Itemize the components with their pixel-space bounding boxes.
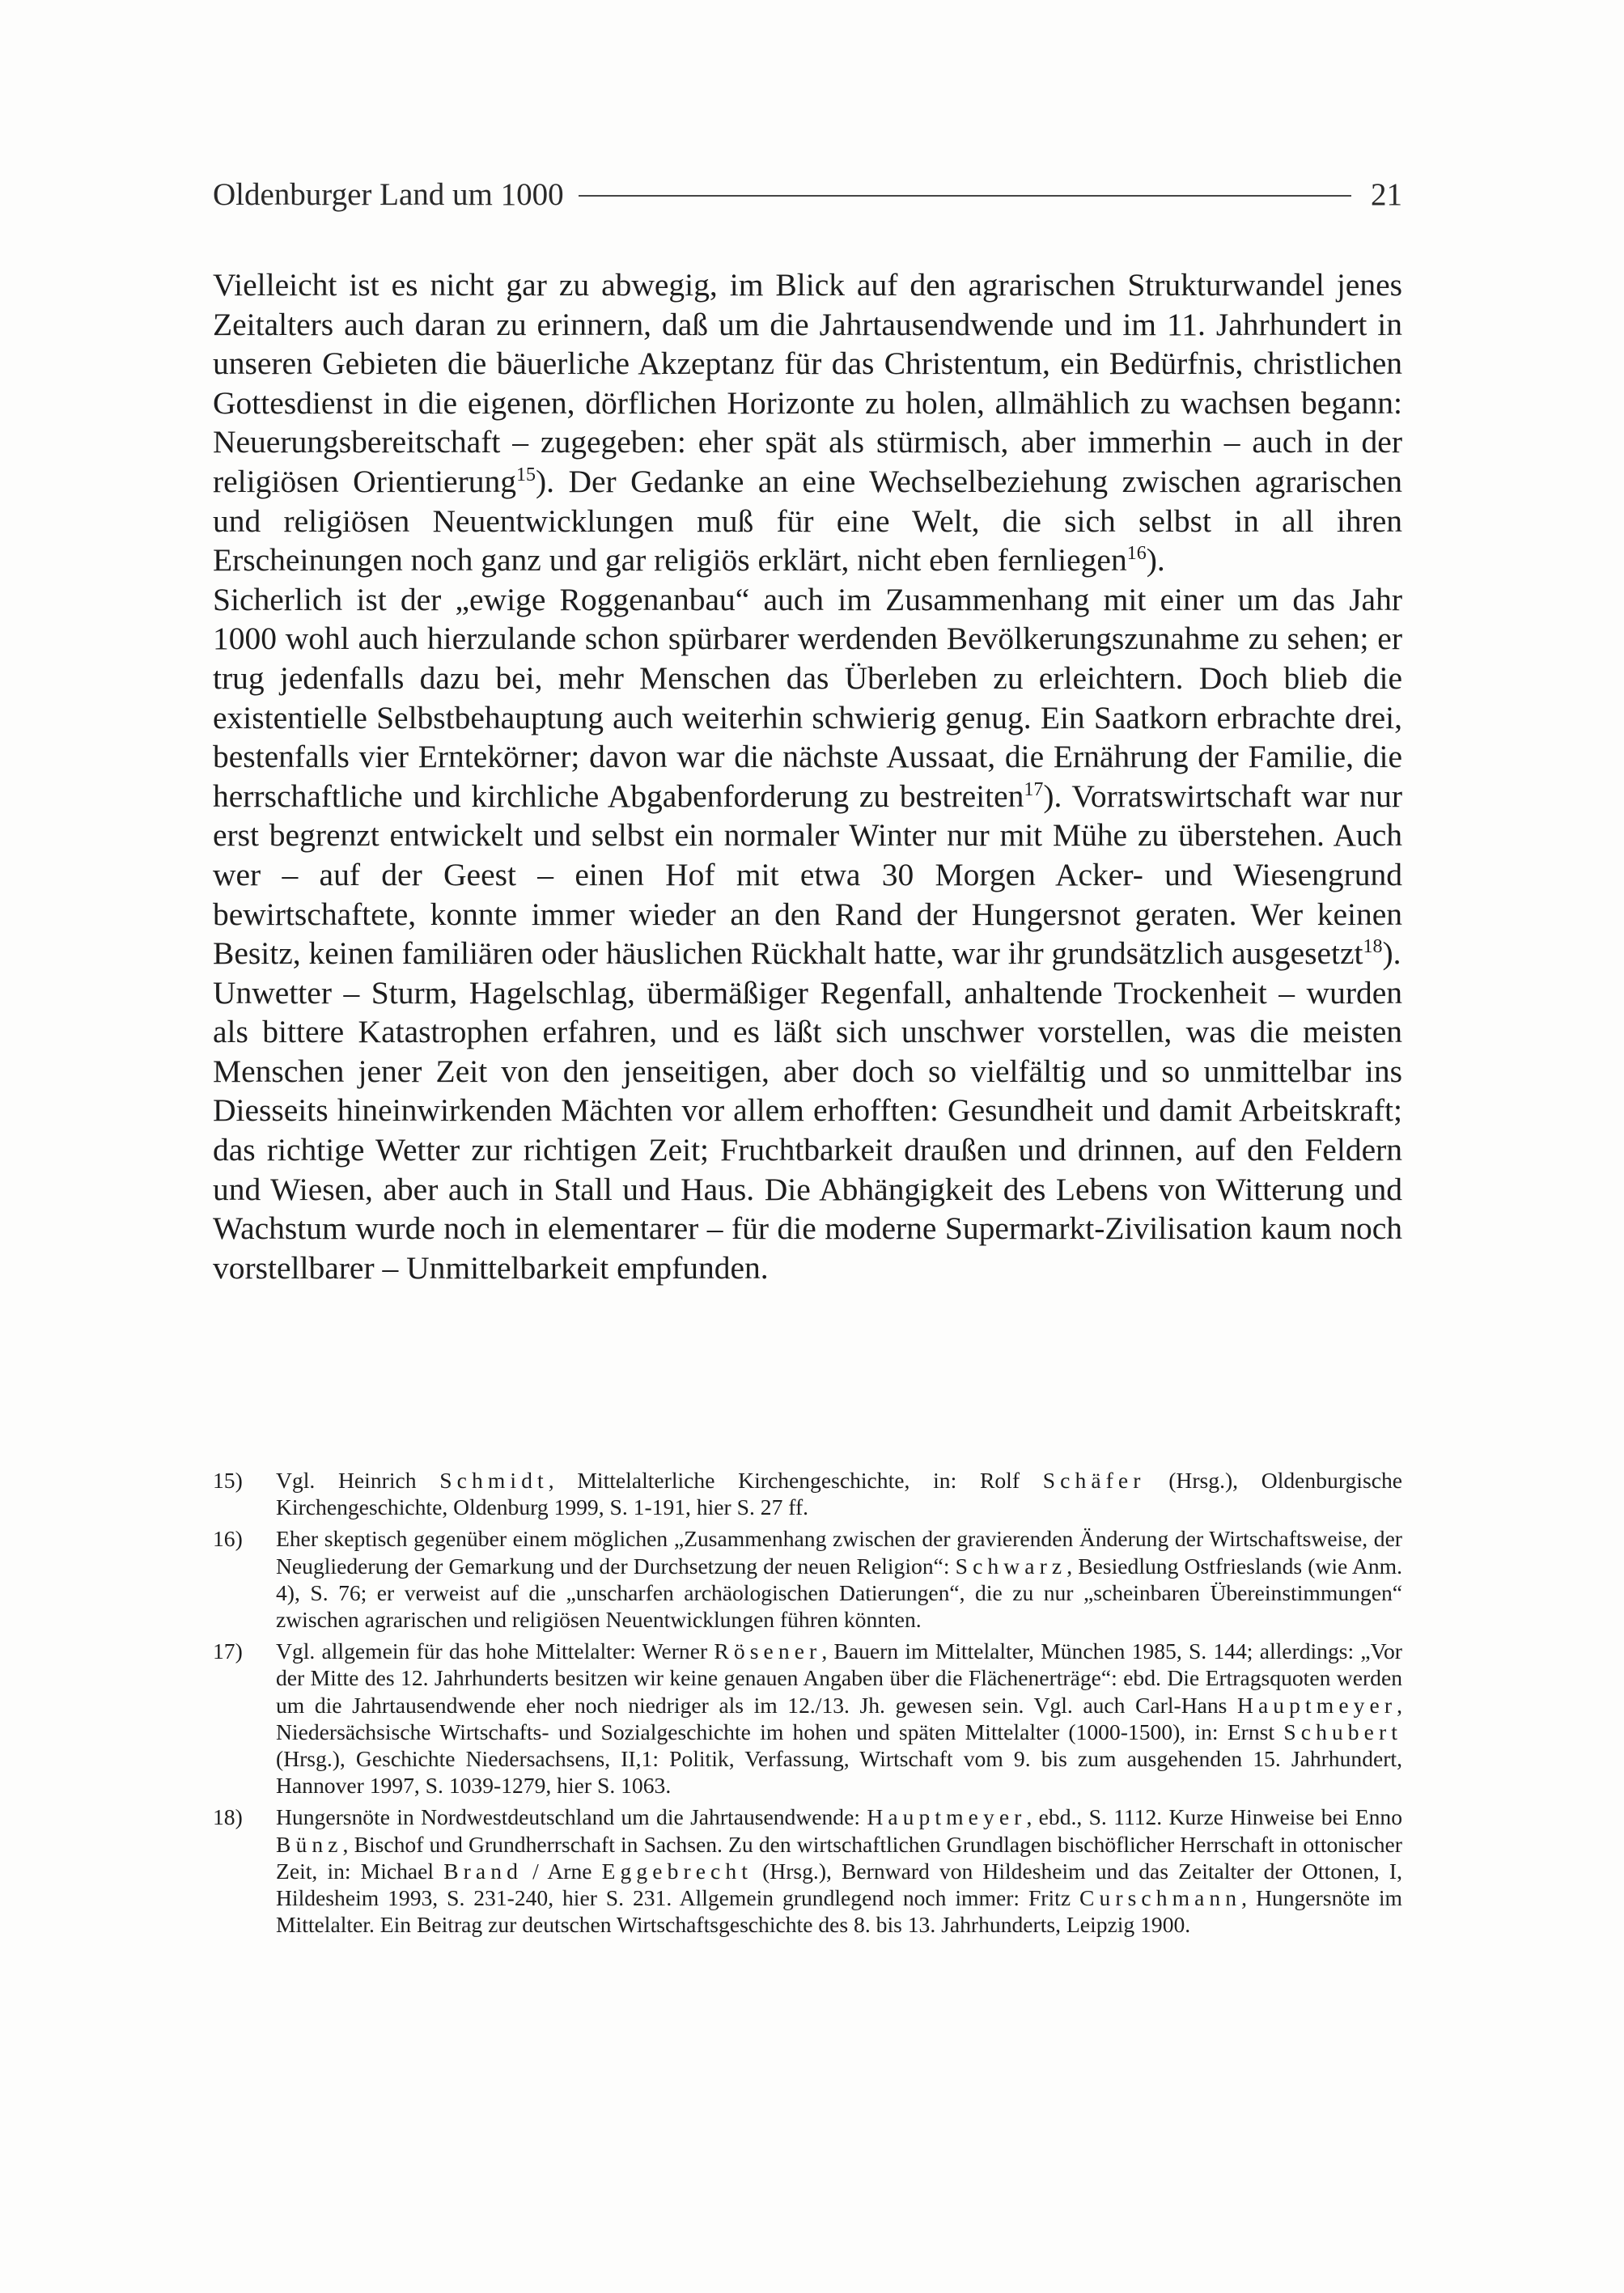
footnote-number: 18) xyxy=(213,1804,243,1830)
author-name: Schäfer xyxy=(1042,1468,1146,1493)
footnote-number: 15) xyxy=(213,1468,243,1493)
footnote-segment: , Mittelalterliche Kirchengeschichte, in: Rolf xyxy=(548,1468,1043,1493)
author-name: Hauptmeyer xyxy=(867,1804,1027,1830)
footnote-15 xyxy=(213,1467,1402,1520)
footnote-ref-15: 15 xyxy=(516,464,536,485)
footnote-number: 17) xyxy=(213,1638,243,1664)
paragraph-2-text-c: ). xyxy=(1382,935,1401,972)
footnote-segment: / Arne xyxy=(522,1858,602,1884)
author-name: Eggebrecht xyxy=(601,1858,753,1884)
footnote-segment: , Bischof und Grundherrschaft in Sachsen. Zu den wirtschaftlichen Grundlagen bischöflicher Herrschaft in ottonischer Zeit, in: Michael xyxy=(276,1831,1402,1884)
footnote-segment: (Hrsg.), Bernward von Hildesheim und das Zeitalter der Ottonen, I, Hildesheim 1993, S. 231-240, hier S. 231. Allgemein grundlegend noch immer: Fritz xyxy=(276,1858,1402,1911)
footnote-ref-18: 18 xyxy=(1363,936,1383,958)
footnote-segment: , ebd., S. 1112. Kurze Hinweise bei Enno xyxy=(1026,1804,1402,1830)
footnote-segment: , Hungersnöte im Mittelalter. Ein Beitrag zur deutschen Wirtschaftsgeschichte des 8. bis 13. Jahrhunderts, Leipzig 1900. xyxy=(276,1885,1402,1938)
paragraph-1-text-c: ). xyxy=(1146,542,1165,579)
header-rule xyxy=(579,195,1351,197)
footnote-text xyxy=(276,1803,1402,1938)
paragraph-2 xyxy=(213,580,1402,973)
paragraph-3: Unwetter – Sturm, Hagelschlag, übermäßiger Regenfall, anhaltende Trockenheit – wurden als bittere Katastrophen erfahren, und es läßt sich unschwer vorstellen, was die meisten Menschen jener Zeit von den jenseitigen, aber doch so vielfältig und so unmittelbar ins Diesseits hineinwirkenden Mächten vor allem erhofften: Gesundheit und damit Arbeitskraft; das richtige Wetter zur richtigen Zeit; Fruchtbarkeit draußen und drinnen, auf den Feldern und Wiesen, aber auch in Stall und Haus. Die Abhängigkeit des Lebens von Witterung und Wachstum wurde noch in elementarer – für die moderne Supermarkt-Zivilisation kaum noch vorstellbarer – Unmittelbarkeit empfunden. xyxy=(213,974,1402,1286)
footnote-ref-16: 16 xyxy=(1126,543,1147,565)
footnote-17 xyxy=(213,1638,1402,1799)
page-number: 21 xyxy=(1371,176,1402,212)
main-text xyxy=(213,265,1402,1287)
author-name: Schubert xyxy=(1283,1719,1402,1744)
author-name: Curschmann xyxy=(1079,1885,1242,1911)
paragraph-1 xyxy=(213,265,1402,580)
running-header xyxy=(213,172,1402,217)
footnote-segment: , Bauern im Mittelalter, München 1985, S. 144; allerdings: „Vor der Mitte des 12. Jahrhunderts besitzen wir keine genauen Angaben über die Flächenerträge“: ebd. Die Ertragsquoten werden um die Jahrtausendwende eher noch niedriger als im 12./13. Jh. gewesen sein. Vgl. auch Carl-Hans xyxy=(276,1638,1402,1718)
footnote-segment: , Besiedlung Ostfrieslands (wie Anm. 4), S. 76; er verweist auf die „unscharfen archäologischen Datierungen“, die zu nur „scheinbaren Übereinstimmungen“ zwischen agrarischen und religiösen Neuentwicklungen führen könnten. xyxy=(276,1553,1403,1633)
footnote-segment: , Niedersächsische Wirtschafts- und Sozialgeschichte im hohen und späten Mittelalter (1000-1500), in: Ernst xyxy=(276,1692,1402,1744)
paragraph-1-text-b: ). Der Gedanke an eine Wechselbeziehung zwischen agrarischen und religiösen Neuentwicklungen muß für eine Welt, die sich selbst in all ihren Erscheinungen noch ganz und gar religiös erklärt, nicht eben fernliegen xyxy=(213,463,1402,579)
footnote-text xyxy=(276,1467,1402,1520)
footnote-number: 16) xyxy=(213,1526,243,1552)
footnote-ref-17: 17 xyxy=(1024,778,1044,800)
running-title: Oldenburger Land um 1000 xyxy=(213,176,564,212)
footnote-text xyxy=(276,1525,1402,1633)
author-name: Rösener xyxy=(714,1638,822,1664)
author-name: Hauptmeyer xyxy=(1236,1692,1397,1718)
footnote-segment: Eher skeptisch gegenüber einem möglichen „Zusammenhang zwischen der gravierenden Änderung der Wirtschaftsweise, der Neugliederung der Gemarkung und der Durchsetzung der neuen Religion“: xyxy=(276,1526,1402,1579)
author-name: Brand xyxy=(443,1858,523,1884)
footnote-segment: Hungersnöte in Nordwestdeutschland um die Jahrtausendwende: xyxy=(276,1804,867,1830)
author-name: Bünz xyxy=(276,1831,343,1857)
footnote-segment: (Hrsg.), Oldenburgische Kirchengeschichte, Oldenburg 1999, S. 1-191, hier S. 27 ff. xyxy=(276,1468,1403,1520)
footnote-segment: (Hrsg.), Geschichte Niedersachsens, II,1: Politik, Verfassung, Wirtschaft vom 9. bis zum ausgehenden 15. Jahrhundert, Hannover 1997, S. 1039-1279, hier S. 1063. xyxy=(276,1746,1402,1799)
footnote-16 xyxy=(213,1525,1402,1633)
footnote-text xyxy=(276,1638,1402,1799)
footnote-18 xyxy=(213,1803,1402,1938)
paragraph-2-text-a: Sicherlich ist der „ewige Roggenanbau“ auch im Zusammenhang mit einer um das Jahr 1000 wohl auch hierzulande schon spürbarer werdenden Bevölkerungszunahme zu sehen; er trug jedenfalls dazu bei, mehr Menschen das Überleben zu erleichtern. Doch blieb die existentielle Selbstbehauptung auch weiterhin schwierig genug. Ein Saatkorn erbrachte drei, bestenfalls vier Erntekörner; davon war die nächste Aussaat, die Ernährung der Familie, die herrschaftliche und kirchliche Abgabenforderung zu bestreiten xyxy=(213,581,1402,814)
footnote-segment: Vgl. Heinrich xyxy=(276,1468,440,1493)
footnotes xyxy=(213,1467,1402,1943)
paragraph-1-text-a: Vielleicht ist es nicht gar zu abwegig, im Blick auf den agrarischen Strukturwandel jenes Zeitalters auch daran zu erinnern, daß um die Jahrtausendwende und im 11. Jahrhundert in unseren Gebieten die bäuerliche Akzeptanz für das Christentum, ein Bedürfnis, christlichen Gottesdienst in die eigenen, dörflichen Horizonte zu holen, allmählich zu wachsen begann: Neuerungsbereitschaft – zugegeben: eher spät als stürmisch, aber immerhin – auch in der religiösen Orientierung xyxy=(213,267,1402,499)
footnote-segment: Vgl. allgemein für das hohe Mittelalter: Werner xyxy=(276,1638,714,1664)
author-name: Schwarz xyxy=(955,1553,1067,1579)
author-name: Schmidt xyxy=(439,1468,549,1493)
paragraph-2-text-b: ). Vorratswirtschaft war nur erst begrenzt entwickelt und selbst ein normaler Winter nur mit Mühe zu überstehen. Auch wer – auf der Geest – einen Hof mit etwa 30 Morgen Acker- und Wiesengrund bewirtschaftete, konnte immer wieder an den Rand der Hungersnot geraten. Wer keinen Besitz, keinen familiären oder häuslichen Rückhalt hatte, war ihr grundsätzlich ausgesetzt xyxy=(213,778,1402,972)
